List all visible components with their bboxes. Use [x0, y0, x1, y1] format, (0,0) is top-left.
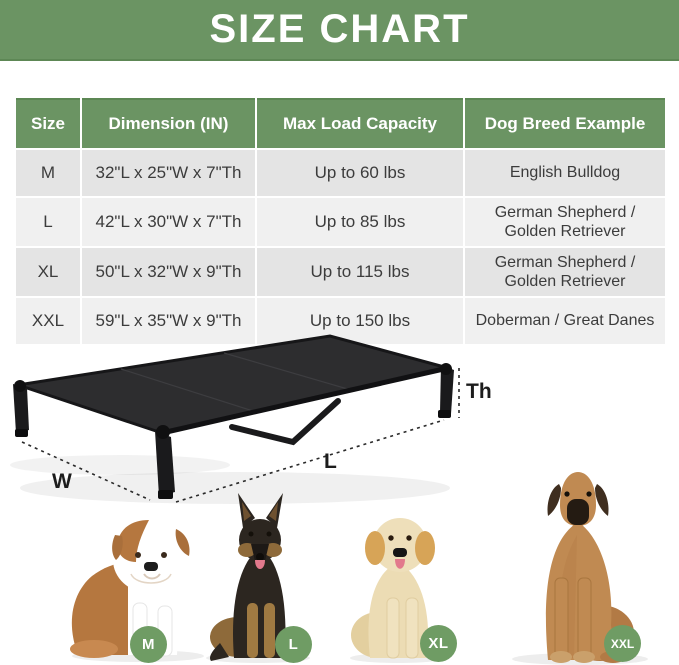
- thickness-label: Th: [466, 380, 492, 403]
- cell-breed-xxl: Doberman / Great Danes: [465, 298, 665, 344]
- dog-examples: [0, 465, 679, 665]
- cell-breed-xl: German Shepherd / Golden Retriever: [465, 248, 665, 296]
- cell-capacity-xl: Up to 115 lbs: [257, 248, 463, 296]
- size-badge-m: M: [130, 626, 167, 663]
- size-badge-xl: XL: [420, 625, 457, 662]
- col-header-breed: Dog Breed Example: [465, 98, 665, 148]
- title-banner: [0, 0, 679, 61]
- cell-dimension-xl: 50"L x 32"W x 9"Th: [82, 248, 255, 296]
- cell-capacity-xxl: Up to 150 lbs: [257, 298, 463, 344]
- cell-dimension-xxl: 59"L x 35"W x 9"Th: [82, 298, 255, 344]
- cell-size-xl: XL: [16, 248, 80, 296]
- size-badge-xxl: XXL: [604, 625, 641, 662]
- cell-breed-l: German Shepherd / Golden Retriever: [465, 198, 665, 246]
- cell-size-m: M: [16, 150, 80, 196]
- page-title: SIZE CHART: [209, 7, 470, 51]
- cell-dimension-m: 32"L x 25"W x 7"Th: [82, 150, 255, 196]
- col-header-size: Size: [16, 98, 80, 148]
- cell-capacity-m: Up to 60 lbs: [257, 150, 463, 196]
- length-label: L: [324, 450, 337, 473]
- cell-dimension-l: 42"L x 30"W x 7"Th: [82, 198, 255, 246]
- cell-capacity-l: Up to 85 lbs: [257, 198, 463, 246]
- size-table: [16, 98, 663, 344]
- col-header-dimension: Dimension (IN): [82, 98, 255, 148]
- size-badge-l: L: [275, 626, 312, 663]
- col-header-capacity: Max Load Capacity: [257, 98, 463, 148]
- cell-breed-m: English Bulldog: [465, 150, 665, 196]
- cell-size-l: L: [16, 198, 80, 246]
- cell-size-xxl: XXL: [16, 298, 80, 344]
- width-label: W: [52, 470, 72, 493]
